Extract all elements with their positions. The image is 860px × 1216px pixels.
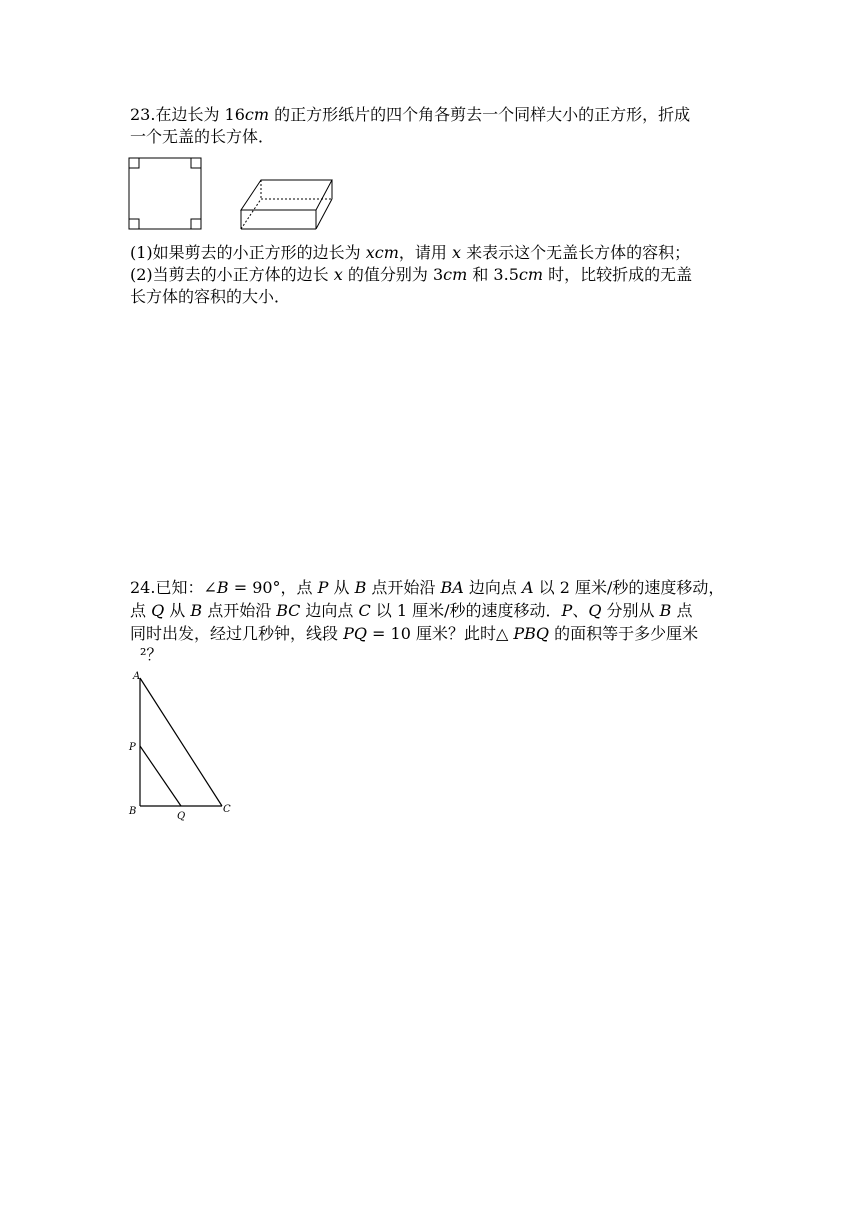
q24-line-4: ²？ <box>140 645 163 664</box>
segment-pq <box>140 746 181 806</box>
q23-line-3: (1)如果剪去的小正方形的边长为 𝑥𝑐𝑚，请用 𝑥 来表示这个无盖长方体的容积； <box>130 243 691 262</box>
q24-line-2: 点 𝑄 从 𝐵 点开始沿 𝐵𝐶 边向点 𝐶 以 1 厘米/秒的速度移动．𝑃、𝑄 分别从 𝐵 点 <box>130 601 693 620</box>
open-box-figure <box>238 176 336 232</box>
triangle-figure <box>124 666 244 826</box>
label-p: P <box>129 742 136 753</box>
q23-line-5: 长方体的容积的大小． <box>130 287 291 306</box>
q24-line-3: 同时出发，经过几秒钟，线段 𝑃𝑄 = 10 厘米？此时△ 𝑃𝐵𝑄 的面积等于多少厘米 <box>130 624 699 643</box>
label-b: B <box>129 806 137 817</box>
paper-square-figure <box>128 157 204 231</box>
q23-line-1: 23.在边长为 16𝑐𝑚 的正方形纸片的四个角各剪去一个同样大小的正方形，折成 <box>130 105 691 124</box>
label-c: C <box>223 804 231 815</box>
q23-line-2: 一个无盖的长方体． <box>130 127 275 146</box>
label-q: Q <box>177 811 186 822</box>
label-a: A <box>133 671 141 682</box>
side-ac <box>140 678 222 806</box>
q23-line-4: (2)当剪去的小正方体的边长 𝑥 的值分别为 3𝑐𝑚 和 3.5𝑐𝑚 时，比较折成的无盖 <box>130 265 693 284</box>
q24-line-1: 24.已知：∠𝐵 = 90°，点 𝑃 从 𝐵 点开始沿 𝐵𝐴 边向点 𝐴 以 2 厘米/秒的速度移动， <box>130 578 725 597</box>
